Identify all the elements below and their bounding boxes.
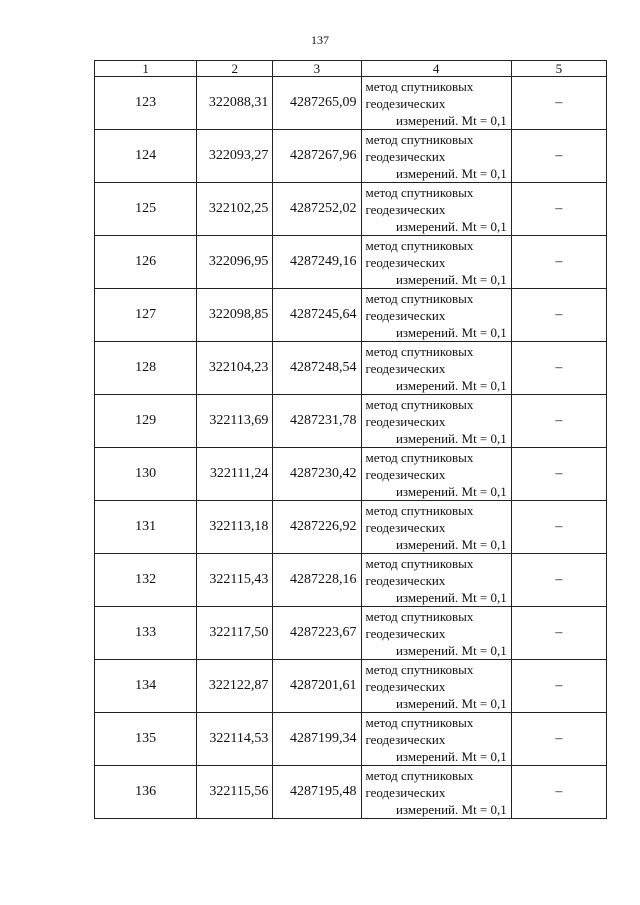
point-number-cell: 135: [95, 713, 197, 766]
note-cell: –: [511, 183, 606, 236]
method-cell: [361, 130, 511, 183]
method-text-line: измерений. Mt = 0,1: [395, 377, 507, 393]
method-text-line: метод спутниковых: [365, 661, 474, 677]
point-number-cell: 136: [95, 766, 197, 819]
note-cell: –: [511, 607, 606, 660]
method-text-line: геодезических: [365, 784, 446, 800]
method-text-line: геодезических: [365, 201, 446, 217]
method-text-line: геодезических: [365, 731, 446, 747]
method-text-line: геодезических: [365, 254, 446, 270]
y-coordinate-cell: 4287230,42: [273, 448, 361, 501]
method-text-line: измерений. Mt = 0,1: [395, 642, 507, 658]
method-cell: [361, 342, 511, 395]
note-cell: –: [511, 660, 606, 713]
page-number: 137: [311, 33, 329, 47]
method-cell: [361, 660, 511, 713]
table-row: [95, 501, 607, 554]
note-cell: –: [511, 236, 606, 289]
method-text-line: метод спутниковых: [365, 78, 474, 94]
point-number-cell: 130: [95, 448, 197, 501]
table-row: [95, 660, 607, 713]
method-text-line: геодезических: [365, 413, 446, 429]
x-coordinate-cell: 322102,25: [197, 183, 273, 236]
method-text-line: геодезических: [365, 360, 446, 376]
x-coordinate-cell: 322104,23: [197, 342, 273, 395]
method-cell: [361, 766, 511, 819]
x-coordinate-cell: 322115,43: [197, 554, 273, 607]
method-text-line: геодезических: [365, 678, 446, 694]
table-row: [95, 236, 607, 289]
note-cell: –: [511, 766, 606, 819]
point-number-cell: 133: [95, 607, 197, 660]
method-text-line: метод спутниковых: [365, 502, 474, 518]
method-text-line: геодезических: [365, 625, 446, 641]
point-number-cell: 134: [95, 660, 197, 713]
point-number-cell: 127: [95, 289, 197, 342]
table-row: [95, 77, 607, 130]
method-text-line: измерений. Mt = 0,1: [395, 536, 507, 552]
method-text-line: метод спутниковых: [365, 555, 474, 571]
y-coordinate-cell: 4287252,02: [273, 183, 361, 236]
y-coordinate-cell: 4287245,64: [273, 289, 361, 342]
method-text-line: метод спутниковых: [365, 449, 474, 465]
table-row: [95, 554, 607, 607]
table-row: [95, 183, 607, 236]
y-coordinate-cell: 4287249,16: [273, 236, 361, 289]
column-header: 4: [361, 61, 511, 77]
table-row: [95, 395, 607, 448]
method-cell: [361, 183, 511, 236]
method-text-line: метод спутниковых: [365, 237, 474, 253]
x-coordinate-cell: 322114,53: [197, 713, 273, 766]
column-header: 3: [273, 61, 361, 77]
point-number-cell: 131: [95, 501, 197, 554]
table-row: [95, 342, 607, 395]
method-cell: [361, 395, 511, 448]
method-text-line: измерений. Mt = 0,1: [395, 218, 507, 234]
table-row: [95, 448, 607, 501]
method-text-line: метод спутниковых: [365, 767, 474, 783]
method-text-line: измерений. Mt = 0,1: [395, 748, 507, 764]
method-text-line: метод спутниковых: [365, 290, 474, 306]
column-header: 2: [197, 61, 273, 77]
method-text-line: метод спутниковых: [365, 608, 474, 624]
method-text-line: измерений. Mt = 0,1: [395, 695, 507, 711]
table-header-row: [95, 61, 607, 77]
x-coordinate-cell: 322088,31: [197, 77, 273, 130]
table-row: [95, 713, 607, 766]
method-text-line: геодезических: [365, 466, 446, 482]
column-header: 5: [511, 61, 606, 77]
y-coordinate-cell: 4287267,96: [273, 130, 361, 183]
method-cell: [361, 236, 511, 289]
y-coordinate-cell: 4287199,34: [273, 713, 361, 766]
method-text-line: геодезических: [365, 95, 446, 111]
x-coordinate-cell: 322113,69: [197, 395, 273, 448]
x-coordinate-cell: 322098,85: [197, 289, 273, 342]
method-text-line: геодезических: [365, 519, 446, 535]
method-cell: [361, 554, 511, 607]
method-cell: [361, 289, 511, 342]
table-row: [95, 130, 607, 183]
x-coordinate-cell: 322115,56: [197, 766, 273, 819]
point-number-cell: 132: [95, 554, 197, 607]
method-text-line: измерений. Mt = 0,1: [395, 112, 507, 128]
note-cell: –: [511, 289, 606, 342]
y-coordinate-cell: 4287231,78: [273, 395, 361, 448]
column-header: 1: [95, 61, 197, 77]
note-cell: –: [511, 448, 606, 501]
x-coordinate-cell: 322093,27: [197, 130, 273, 183]
method-text-line: измерений. Mt = 0,1: [395, 271, 507, 287]
x-coordinate-cell: 322122,87: [197, 660, 273, 713]
method-text-line: измерений. Mt = 0,1: [395, 324, 507, 340]
table-row: [95, 289, 607, 342]
method-text-line: измерений. Mt = 0,1: [395, 589, 507, 605]
y-coordinate-cell: 4287223,67: [273, 607, 361, 660]
point-number-cell: 124: [95, 130, 197, 183]
coordinates-table: [94, 60, 607, 819]
y-coordinate-cell: 4287201,61: [273, 660, 361, 713]
table-body: [95, 77, 607, 819]
method-text-line: измерений. Mt = 0,1: [395, 483, 507, 499]
table-row: [95, 607, 607, 660]
y-coordinate-cell: 4287248,54: [273, 342, 361, 395]
method-text-line: метод спутниковых: [365, 184, 474, 200]
note-cell: –: [511, 501, 606, 554]
note-cell: –: [511, 395, 606, 448]
method-text-line: измерений. Mt = 0,1: [395, 430, 507, 446]
method-text-line: измерений. Mt = 0,1: [395, 801, 507, 817]
y-coordinate-cell: 4287228,16: [273, 554, 361, 607]
method-text-line: метод спутниковых: [365, 396, 474, 412]
y-coordinate-cell: 4287195,48: [273, 766, 361, 819]
method-cell: [361, 501, 511, 554]
method-cell: [361, 713, 511, 766]
method-text-line: метод спутниковых: [365, 131, 474, 147]
point-number-cell: 128: [95, 342, 197, 395]
note-cell: –: [511, 554, 606, 607]
method-cell: [361, 607, 511, 660]
method-text-line: метод спутниковых: [365, 343, 474, 359]
x-coordinate-cell: 322111,24: [197, 448, 273, 501]
point-number-cell: 123: [95, 77, 197, 130]
method-text-line: метод спутниковых: [365, 714, 474, 730]
note-cell: –: [511, 130, 606, 183]
x-coordinate-cell: 322113,18: [197, 501, 273, 554]
note-cell: –: [511, 342, 606, 395]
method-text-line: измерений. Mt = 0,1: [395, 165, 507, 181]
point-number-cell: 126: [95, 236, 197, 289]
method-text-line: геодезических: [365, 148, 446, 164]
method-cell: [361, 448, 511, 501]
table-row: [95, 766, 607, 819]
x-coordinate-cell: 322096,95: [197, 236, 273, 289]
method-cell: [361, 77, 511, 130]
note-cell: –: [511, 77, 606, 130]
y-coordinate-cell: 4287265,09: [273, 77, 361, 130]
y-coordinate-cell: 4287226,92: [273, 501, 361, 554]
method-text-line: геодезических: [365, 307, 446, 323]
x-coordinate-cell: 322117,50: [197, 607, 273, 660]
point-number-cell: 125: [95, 183, 197, 236]
method-text-line: геодезических: [365, 572, 446, 588]
note-cell: –: [511, 713, 606, 766]
point-number-cell: 129: [95, 395, 197, 448]
